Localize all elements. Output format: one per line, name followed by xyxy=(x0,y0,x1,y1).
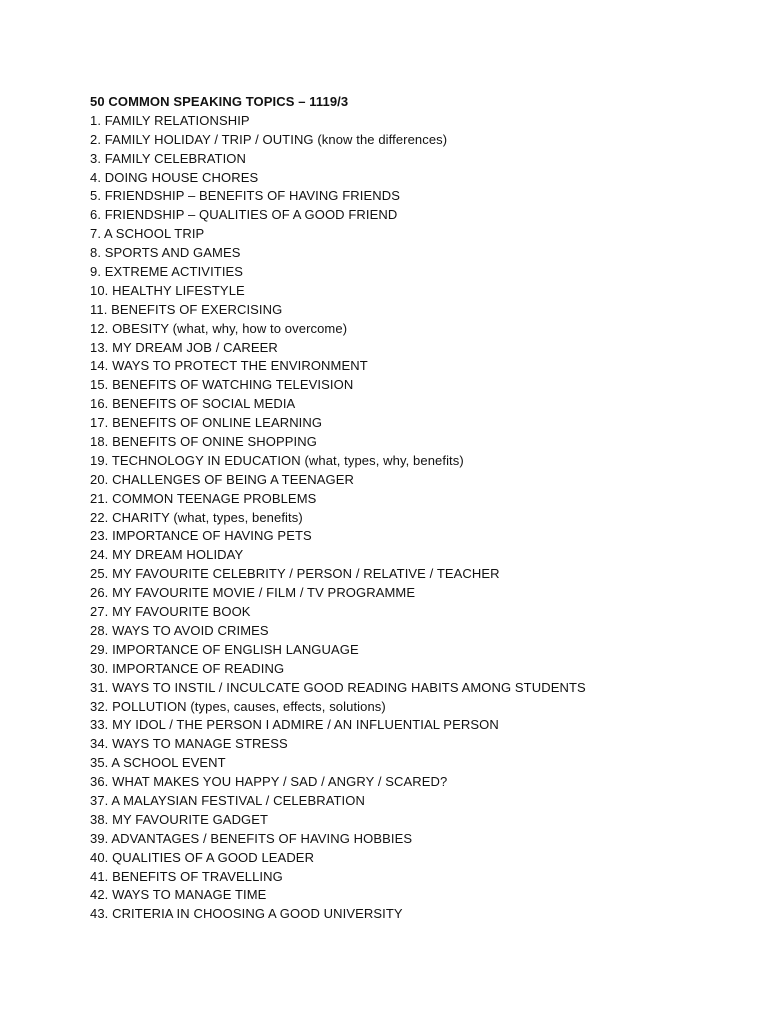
list-item: 32. POLLUTION (types, causes, effects, solutions) xyxy=(90,698,386,714)
list-item: 24. MY DREAM HOLIDAY xyxy=(90,547,244,563)
list-item: 40. QUALITIES OF A GOOD LEADER xyxy=(90,849,315,865)
list-item: 3. FAMILY CELEBRATION xyxy=(90,150,246,166)
list-item: 14. WAYS TO PROTECT THE ENVIRONMENT xyxy=(90,358,368,374)
list-item: 19. TECHNOLOGY IN EDUCATION (what, types, why, benefits) xyxy=(90,452,464,468)
list-item: 34. WAYS TO MANAGE STRESS xyxy=(90,736,288,752)
list-item: 1. FAMILY RELATIONSHIP xyxy=(90,112,250,128)
list-item: 20. CHALLENGES OF BEING A TEENAGER xyxy=(90,471,354,487)
list-item: 4. DOING HOUSE CHORES xyxy=(90,169,259,185)
list-item: 41. BENEFITS OF TRAVELLING xyxy=(90,868,283,884)
list-item: 37. A MALAYSIAN FESTIVAL / CELEBRATION xyxy=(90,792,365,808)
list-item: 33. MY IDOL / THE PERSON I ADMIRE / AN INFLUENTIAL PERSON xyxy=(90,717,499,733)
list-item: 27. MY FAVOURITE BOOK xyxy=(90,604,251,620)
list-item: 13. MY DREAM JOB / CAREER xyxy=(90,339,278,355)
list-item: 16. BENEFITS OF SOCIAL MEDIA xyxy=(90,396,296,412)
list-item: 11. BENEFITS OF EXERCISING xyxy=(90,301,283,317)
list-item: 10. HEALTHY LIFESTYLE xyxy=(90,282,245,298)
list-item: 25. MY FAVOURITE CELEBRITY / PERSON / RELATIVE / TEACHER xyxy=(90,566,500,582)
list-item: 43. CRITERIA IN CHOOSING A GOOD UNIVERSITY xyxy=(90,906,403,922)
list-item: 28. WAYS TO AVOID CRIMES xyxy=(90,622,269,638)
list-item: 21. COMMON TEENAGE PROBLEMS xyxy=(90,490,317,506)
list-item: 8. SPORTS AND GAMES xyxy=(90,245,241,261)
list-item: 5. FRIENDSHIP – BENEFITS OF HAVING FRIENDS xyxy=(90,188,400,204)
list-item: 26. MY FAVOURITE MOVIE / FILM / TV PROGRAMME xyxy=(90,585,416,601)
list-item: 6. FRIENDSHIP – QUALITIES OF A GOOD FRIEND xyxy=(90,207,398,223)
list-item: 7. A SCHOOL TRIP xyxy=(90,226,205,242)
list-item: 12. OBESITY (what, why, how to overcome) xyxy=(90,320,348,336)
topic-list xyxy=(90,112,730,924)
list-item: 2. FAMILY HOLIDAY / TRIP / OUTING (know the differences) xyxy=(90,131,448,147)
list-item: 35. A SCHOOL EVENT xyxy=(90,755,226,771)
list-item: 17. BENEFITS OF ONLINE LEARNING xyxy=(90,415,323,431)
list-item: 23. IMPORTANCE OF HAVING PETS xyxy=(90,528,312,544)
list-item: 38. MY FAVOURITE GADGET xyxy=(90,811,269,827)
list-item: 39. ADVANTAGES / BENEFITS OF HAVING HOBBIES xyxy=(90,830,413,846)
list-item: 22. CHARITY (what, types, benefits) xyxy=(90,509,303,525)
list-item: 9. EXTREME ACTIVITIES xyxy=(90,264,244,280)
list-item: 30. IMPORTANCE OF READING xyxy=(90,660,285,676)
document-content xyxy=(90,93,730,924)
list-item: 15. BENEFITS OF WATCHING TELEVISION xyxy=(90,377,354,393)
document-title: 50 COMMON SPEAKING TOPICS – 1119/3 xyxy=(90,94,349,109)
list-item: 42. WAYS TO MANAGE TIME xyxy=(90,887,267,903)
list-item: 18. BENEFITS OF ONINE SHOPPING xyxy=(90,434,317,450)
list-item: 36. WHAT MAKES YOU HAPPY / SAD / ANGRY / SCARED? xyxy=(90,774,448,790)
list-item: 31. WAYS TO INSTIL / INCULCATE GOOD READING HABITS AMONG STUDENTS xyxy=(90,679,586,695)
list-item: 29. IMPORTANCE OF ENGLISH LANGUAGE xyxy=(90,641,359,657)
